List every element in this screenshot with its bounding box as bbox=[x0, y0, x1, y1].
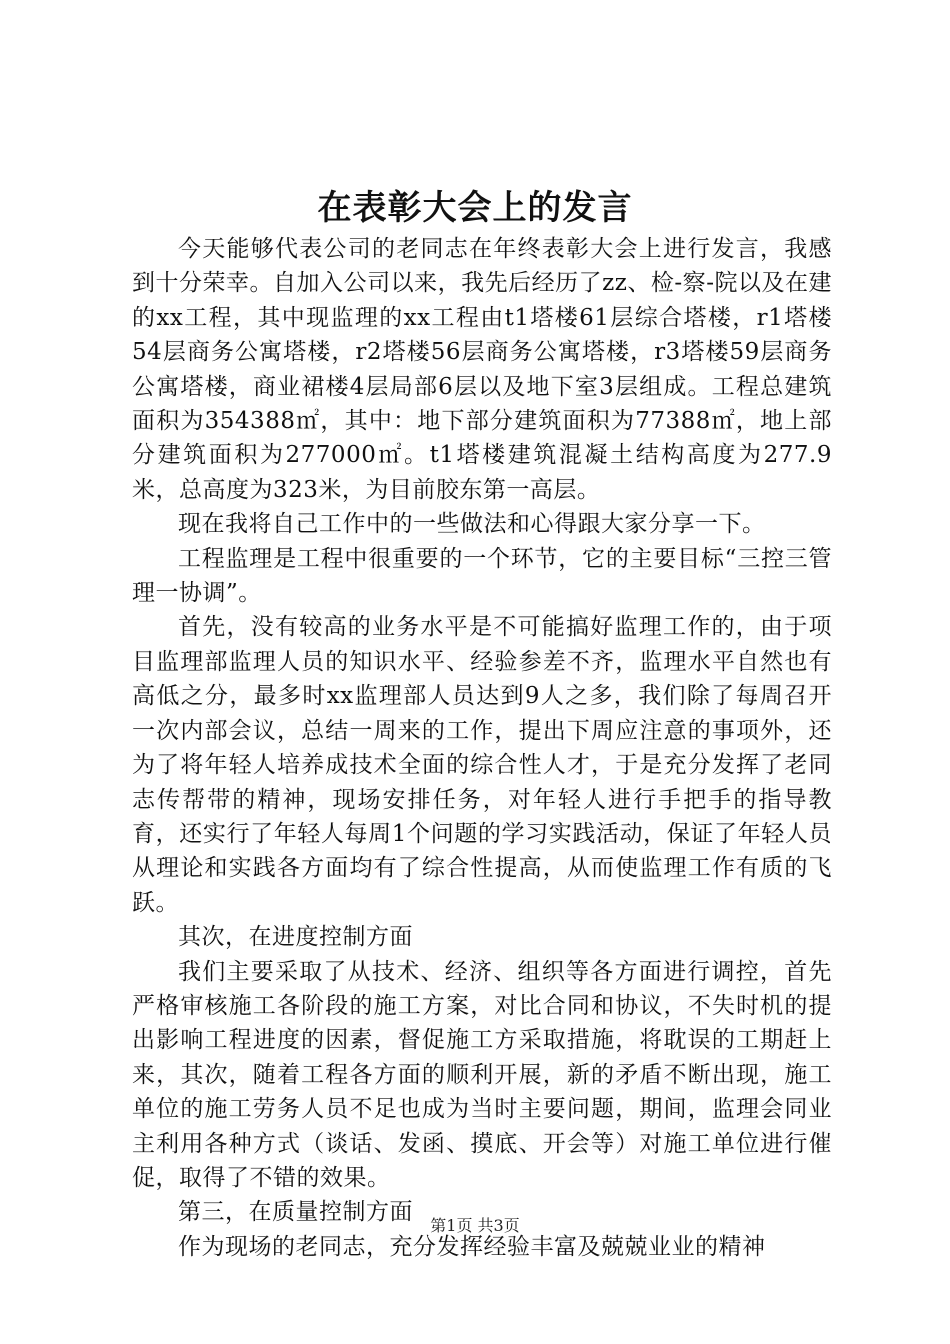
paragraph-sharing: 现在我将自己工作中的一些做法和心得跟大家分享一下。 bbox=[178, 511, 766, 538]
paragraph-progress-control: 我们主要采取了从技术、经济、组织等各方面进行调控，首先严格审核施工各阶段的施工方案，对比合同和协议，不失时机的提出影响工程进度的因素，督促施工方采取措施，将耽误的工期赶上来，其次，随着工程各方面的顺利开展，新的矛盾不断出现，施工单位的施工劳务人员不足也成为当时主要问题，期间，监理会同业主利用各种方式（谈话、发函、摸底、开会等）对施工单位进行催促，取得了不错的效果。 bbox=[132, 958, 832, 1191]
paragraph-second-heading: 其次，在进度控制方面 bbox=[178, 924, 413, 951]
document-title: 在表彰大会上的发言 bbox=[317, 188, 633, 228]
document-body bbox=[132, 232, 832, 1264]
paragraph-intro: 今天能够代表公司的老同志在年终表彰大会上进行发言，我感到十分荣幸。自加入公司以来，我先后经历了zz、检-察-院以及在建的xx工程，其中现监理的xx工程由t1塔楼61层综合塔楼，r1塔楼54层商务公寓塔楼，r2塔楼56层商务公寓塔楼，r3塔楼59层商务公寓塔楼，商业裙楼4层局部6层以及地下室3层组成。工程总建筑面积为354388㎡，其中：地下部分建筑面积为77388㎡，地上部分建筑面积为277000㎡。t1塔楼建筑混凝土结构高度为277.9米，总高度为323米，为目前胶东第一高层。 bbox=[132, 236, 832, 503]
page-number-footer: 第1页 共3页 bbox=[430, 1216, 520, 1235]
paragraph-first: 首先，没有较高的业务水平是不可能搞好监理工作的，由于项目监理部监理人员的知识水平、经验参差不齐，监理水平自然也有高低之分，最多时xx监理部人员达到9人之多，我们除了每周召开一次内部会议，总结一周来的工作，提出下周应注意的事项外，还为了将年轻人培养成技术全面的综合性人才，于是充分发挥了老同志传帮带的精神，现场安排任务，对年轻人进行手把手的指导教育，还实行了年轻人每周1个问题的学习实践活动，保证了年轻人员从理论和实践各方面均有了综合性提高，从而使监理工作有质的飞跃。 bbox=[132, 614, 832, 916]
paragraph-goal: 工程监理是工程中很重要的一个环节，它的主要目标“三控三管理一协调”。 bbox=[132, 545, 832, 607]
paragraph-third-heading: 第三，在质量控制方面 bbox=[178, 1199, 413, 1226]
paragraph-quality-control: 作为现场的老同志，充分发挥经验丰富及兢兢业业的精神 bbox=[178, 1233, 766, 1260]
